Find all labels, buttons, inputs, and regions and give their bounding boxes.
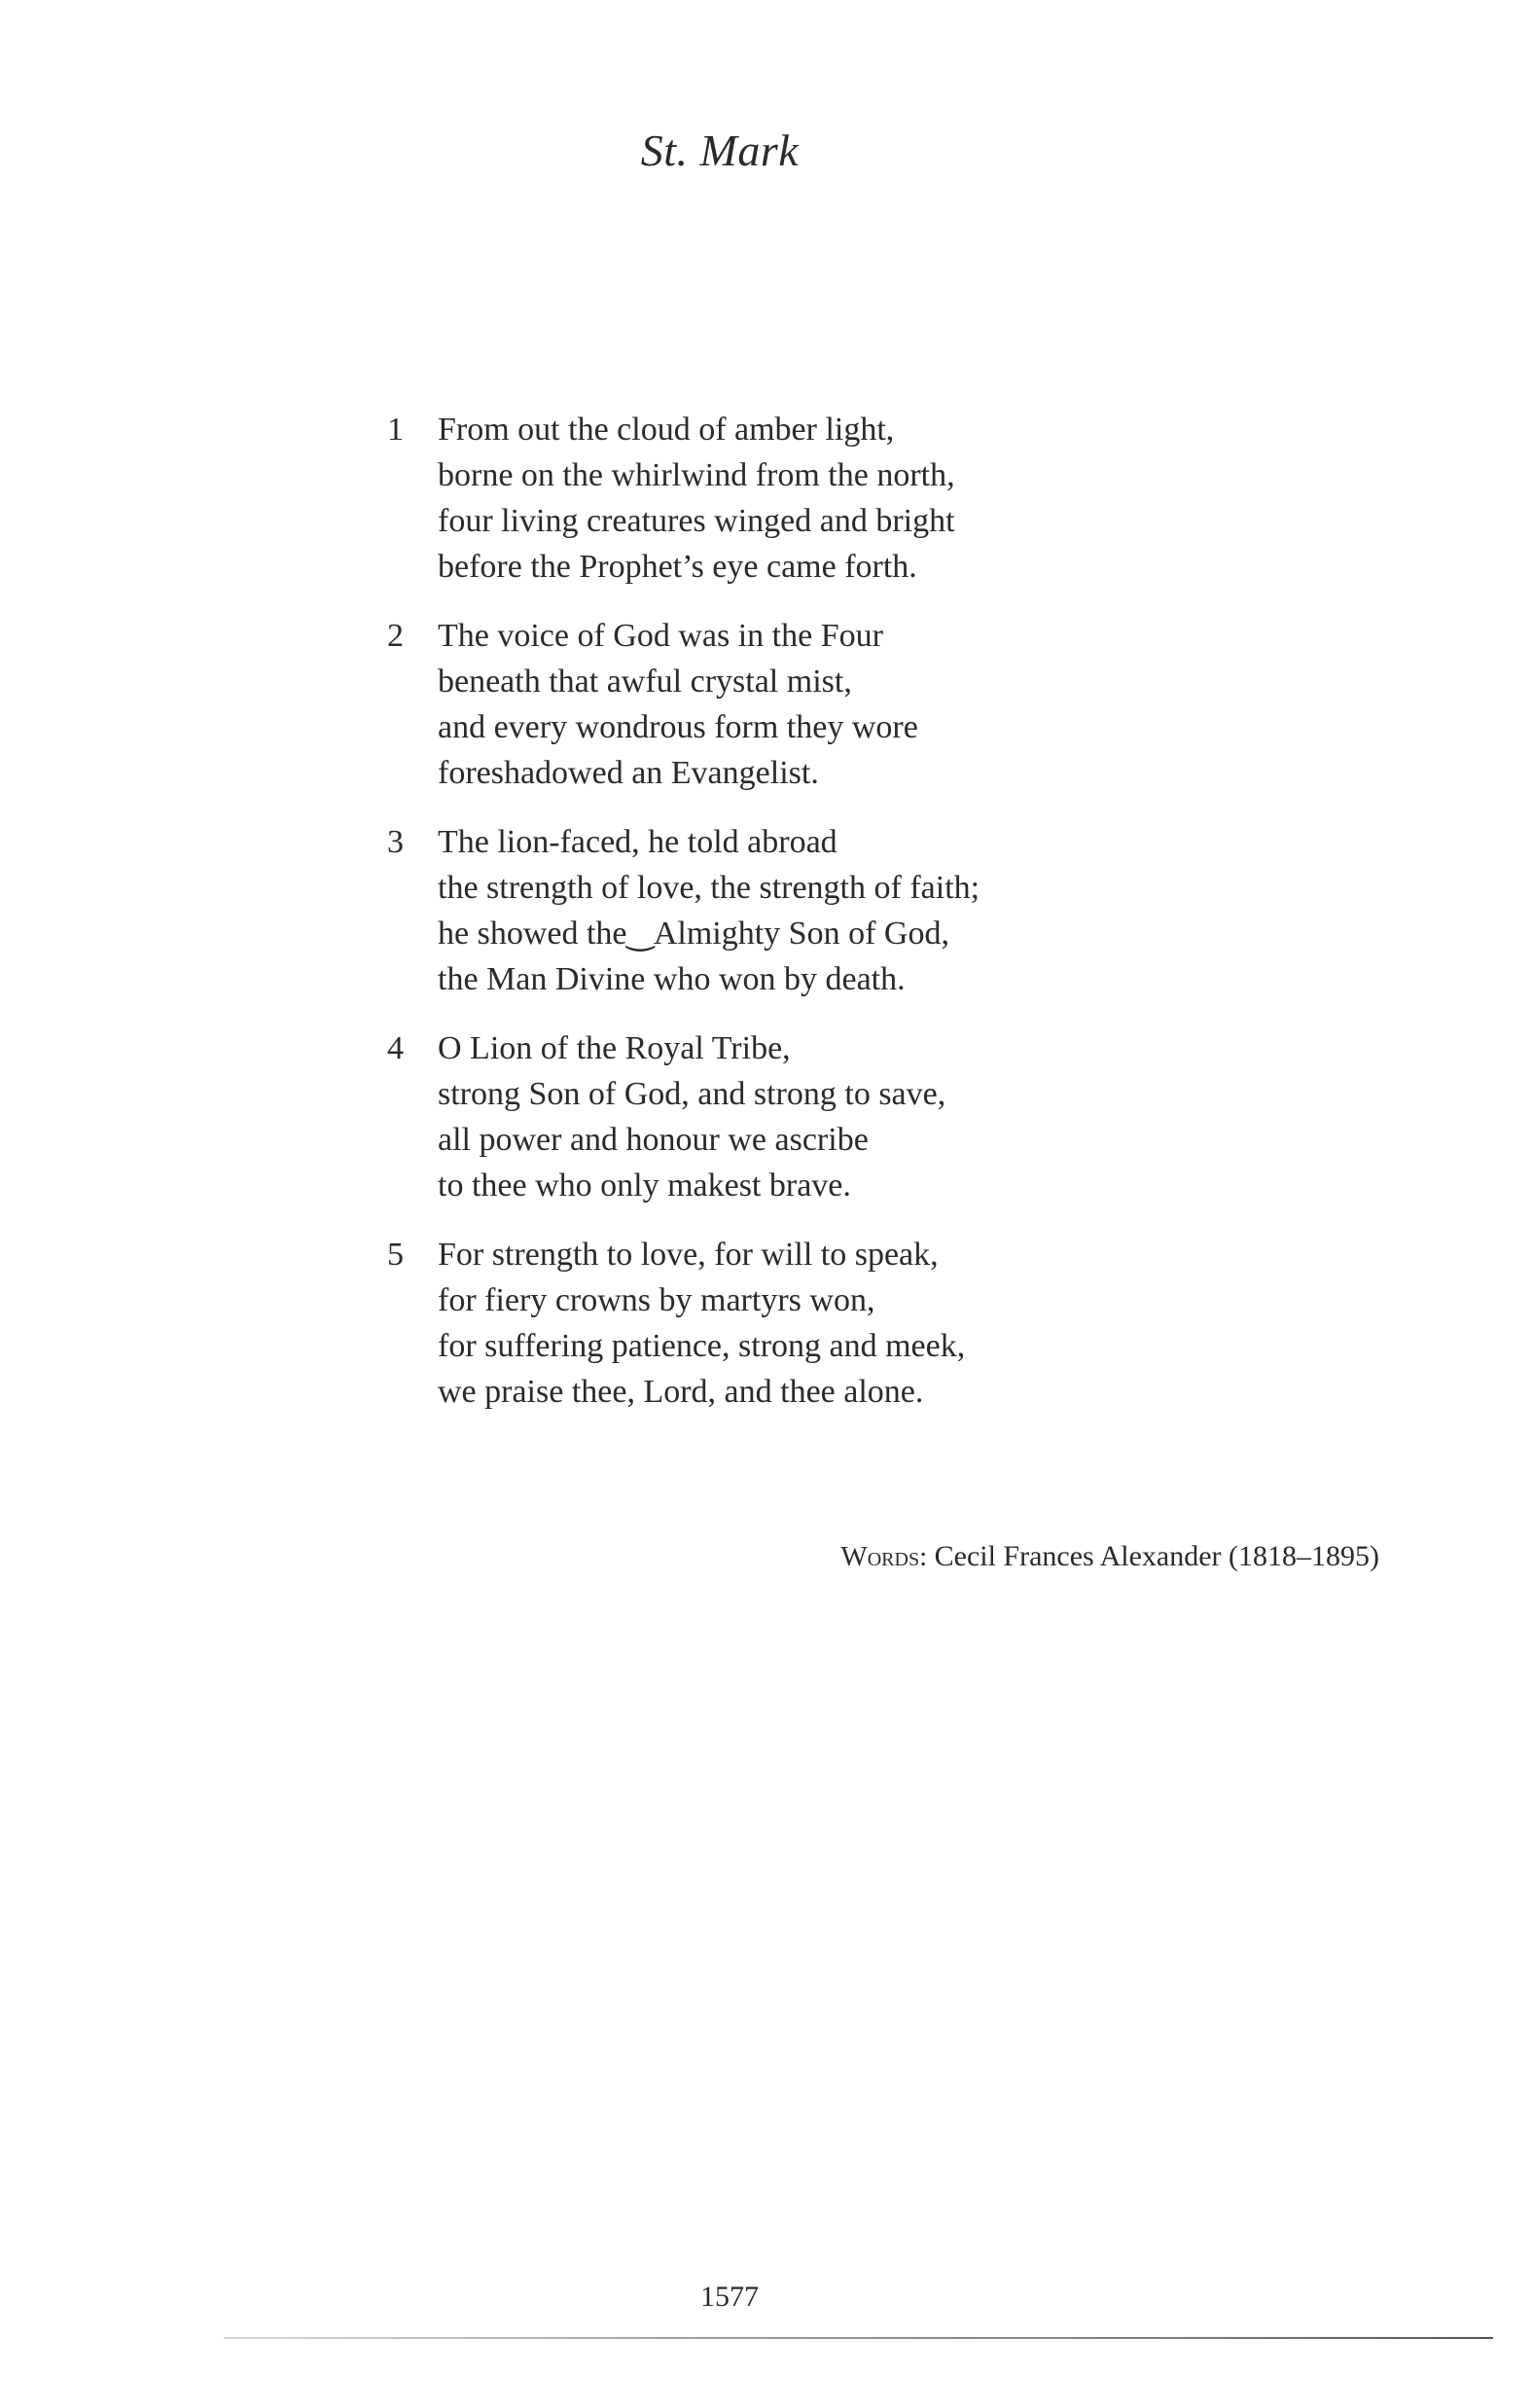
hymn-verses: [387, 407, 1126, 1438]
verse-number: 4: [387, 1030, 404, 1066]
hymn-title: St. Mark: [640, 126, 800, 175]
words-credit: [840, 1540, 1379, 1573]
verse-line: the Man Divine who won by death.: [438, 961, 906, 997]
verse-1: [387, 407, 1126, 590]
verse-number: 3: [387, 824, 404, 860]
verse-line: strong Son of God, and strong to save,: [438, 1076, 946, 1112]
verse-line: we praise thee, Lord, and thee alone.: [438, 1374, 924, 1410]
verse-line: all power and honour we ascribe: [438, 1122, 869, 1158]
verse-number: 2: [387, 618, 404, 654]
verse-line: for fiery crowns by martyrs won,: [438, 1282, 875, 1318]
verse-line: foreshadowed an Evangelist.: [438, 755, 819, 791]
verse-line: From out the cloud of amber light,: [438, 412, 895, 448]
verse-2: [387, 613, 1126, 796]
verse-4: [387, 1025, 1126, 1208]
verse-line: O Lion of the Royal Tribe,: [438, 1030, 791, 1066]
verse-line: The voice of God was in the Four: [438, 618, 883, 654]
bottom-rule: [224, 2337, 1493, 2339]
credit-author: Cecil Frances Alexander (1818–1895): [934, 1540, 1379, 1572]
verse-number: 1: [387, 412, 404, 448]
verse-line: to thee who only makest brave.: [438, 1168, 851, 1204]
verse-3: [387, 819, 1126, 1002]
verse-line: before the Prophet’s eye came forth.: [438, 549, 917, 585]
verse-line: borne on the whirlwind from the north,: [438, 457, 955, 493]
verse-line: four living creatures winged and bright: [438, 503, 955, 539]
verse-5: [387, 1232, 1126, 1415]
verse-line: and every wondrous form they wore: [438, 709, 918, 745]
verse-line: he showed the‿Almighty Son of God,: [438, 916, 949, 952]
page-number: 1577: [700, 2281, 759, 2313]
verse-line: the strength of love, the strength of faith;: [438, 870, 980, 906]
verse-line: beneath that awful crystal mist,: [438, 664, 852, 700]
verse-number: 5: [387, 1237, 404, 1273]
verse-line: for suffering patience, strong and meek,: [438, 1328, 966, 1364]
credit-label: Words:: [840, 1541, 928, 1572]
verse-line: The lion-faced, he told abroad: [438, 824, 837, 860]
verse-line: For strength to love, for will to speak,: [438, 1237, 939, 1273]
